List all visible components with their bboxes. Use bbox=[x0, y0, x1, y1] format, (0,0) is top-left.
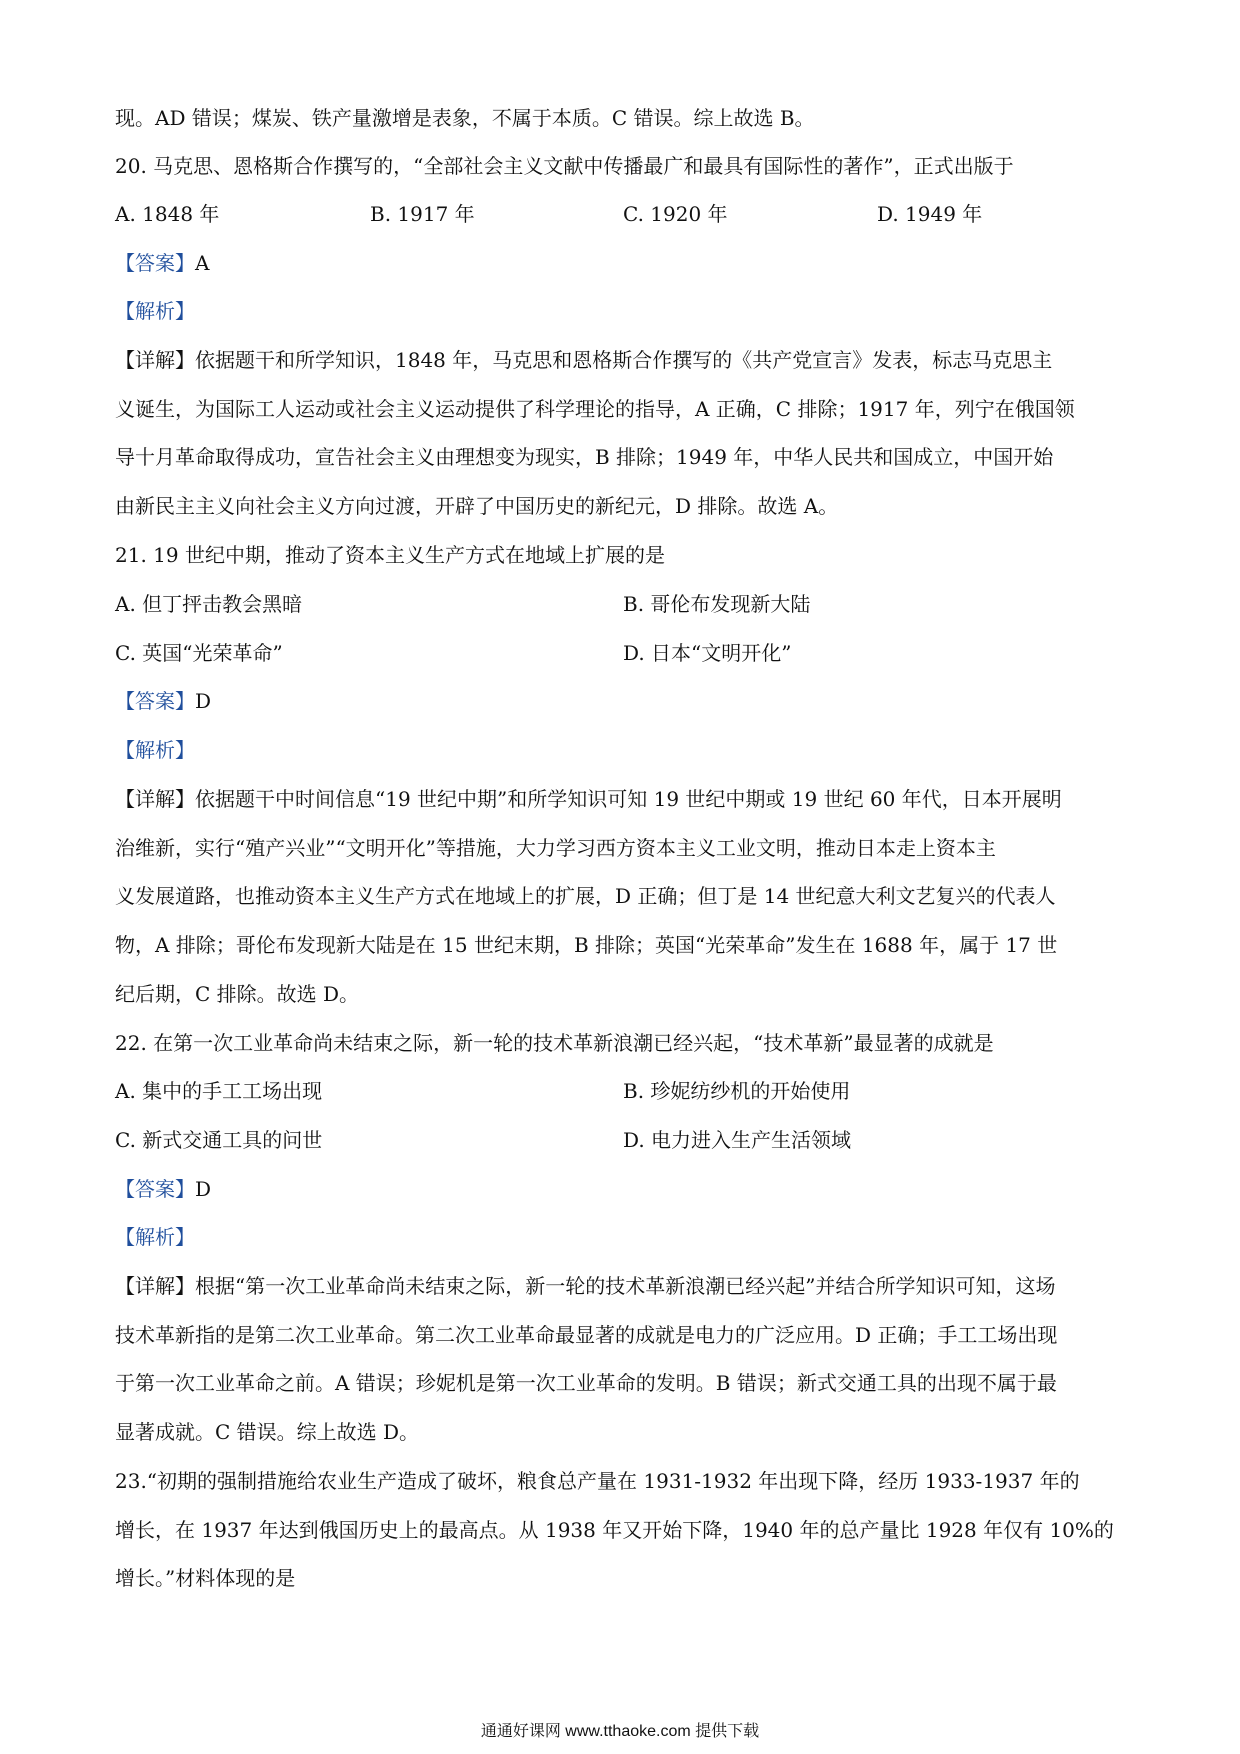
option-a: A. 但丁抨击教会黑暗 bbox=[115, 592, 303, 616]
detail-line: 【详解】依据题干中时间信息“19 世纪中期”和所学知识可知 19 世纪中期或 19 世纪 60 年代，日本开展明 bbox=[115, 787, 1062, 811]
detail-line: 义发展道路，也推动资本主义生产方式在地域上的扩展，D 正确；但丁是 14 世纪意大利文艺复兴的代表人 bbox=[115, 884, 1056, 908]
option-d: D. 1949 年 bbox=[877, 202, 983, 226]
detail-line: 技术革新指的是第二次工业革命。第二次工业革命最显著的成就是电力的广泛应用。D 正确；手工工场出现 bbox=[115, 1323, 1058, 1347]
detail-line: 治维新，实行“殖产兴业”“文明开化”等措施，大力学习西方资本主义工业文明，推动日本走上资本主 bbox=[115, 836, 996, 860]
question-23-stem: 23.“初期的强制措施给农业生产造成了破坏，粮食总产量在 1931-1932 年出现下降，经历 1933-1937 年的 bbox=[115, 1469, 1080, 1493]
option-c: C. 新式交通工具的问世 bbox=[115, 1128, 323, 1152]
footer-source: 通通好课网 www.tthaoke.com 提供下载 bbox=[480, 1723, 760, 1740]
answer-label: 【答案】 bbox=[115, 689, 195, 713]
option-b: B. 珍妮纺纱机的开始使用 bbox=[623, 1079, 851, 1103]
answer-value: D bbox=[195, 1177, 212, 1201]
detail-line: 导十月革命取得成功，宣告社会主义由理想变为现实，B 排除；1949 年，中华人民共和国成立，中国开始 bbox=[115, 445, 1054, 469]
question-21-stem: 21. 19 世纪中期，推动了资本主义生产方式在地域上扩展的是 bbox=[115, 543, 665, 567]
answer-line bbox=[115, 686, 1135, 716]
detail-line: 物，A 排除；哥伦布发现新大陆是在 15 世纪末期，B 排除；英国“光荣革命”发生在 1688 年，属于 17 世 bbox=[115, 933, 1058, 957]
detail-line: 显著成就。C 错误。综上故选 D。 bbox=[115, 1420, 420, 1444]
option-c: C. 1920 年 bbox=[623, 202, 728, 226]
answer-label: 【答案】 bbox=[115, 1177, 195, 1201]
analysis-label: 【解析】 bbox=[115, 1225, 195, 1249]
answer-line bbox=[115, 248, 1135, 278]
question-23-stem: 增长，在 1937 年达到俄国历史上的最高点。从 1938 年又开始下降，1940 年的总产量比 1928 年仅有 10%的 bbox=[115, 1518, 1114, 1542]
option-a: A. 1848 年 bbox=[115, 202, 220, 226]
question-23-stem: 增长。”材料体现的是 bbox=[115, 1566, 296, 1590]
answer-label: 【答案】 bbox=[115, 251, 195, 275]
question-20-stem: 20. 马克思、恩格斯合作撰写的，“全部社会主义文献中传播最广和最具有国际性的著作”，正式出版于 bbox=[115, 154, 1014, 178]
text-line: 现。AD 错误；煤炭、铁产量激增是表象，不属于本质。C 错误。综上故选 B。 bbox=[115, 106, 815, 130]
detail-line: 纪后期，C 排除。故选 D。 bbox=[115, 982, 360, 1006]
detail-line: 【详解】根据“第一次工业革命尚未结束之际，新一轮的技术革新浪潮已经兴起”并结合所学知识可知，这场 bbox=[115, 1274, 1056, 1298]
detail-line: 义诞生，为国际工人运动或社会主义运动提供了科学理论的指导，A 正确，C 排除；1917 年，列宁在俄国领 bbox=[115, 397, 1075, 421]
option-d: D. 日本“文明开化” bbox=[623, 641, 792, 665]
analysis-label: 【解析】 bbox=[115, 299, 195, 323]
answer-line bbox=[115, 1174, 1135, 1204]
analysis-label: 【解析】 bbox=[115, 738, 195, 762]
option-c: C. 英国“光荣革命” bbox=[115, 641, 283, 665]
option-b: B. 哥伦布发现新大陆 bbox=[623, 592, 811, 616]
option-d: D. 电力进入生产生活领域 bbox=[623, 1128, 852, 1152]
detail-line: 【详解】依据题干和所学知识，1848 年，马克思和恩格斯合作撰写的《共产党宣言》发表，标志马克思主 bbox=[115, 348, 1053, 372]
option-b: B. 1917 年 bbox=[370, 202, 475, 226]
option-a: A. 集中的手工工场出现 bbox=[115, 1079, 323, 1103]
detail-line: 于第一次工业革命之前。A 错误；珍妮机是第一次工业革命的发明。B 错误；新式交通工具的出现不属于最 bbox=[115, 1371, 1057, 1395]
detail-line: 由新民主主义向社会主义方向过渡，开辟了中国历史的新纪元，D 排除。故选 A。 bbox=[115, 494, 839, 518]
answer-value: A bbox=[195, 251, 210, 275]
question-22-stem: 22. 在第一次工业革命尚未结束之际，新一轮的技术革新浪潮已经兴起，“技术革新”最显著的成就是 bbox=[115, 1031, 994, 1055]
answer-value: D bbox=[195, 689, 212, 713]
